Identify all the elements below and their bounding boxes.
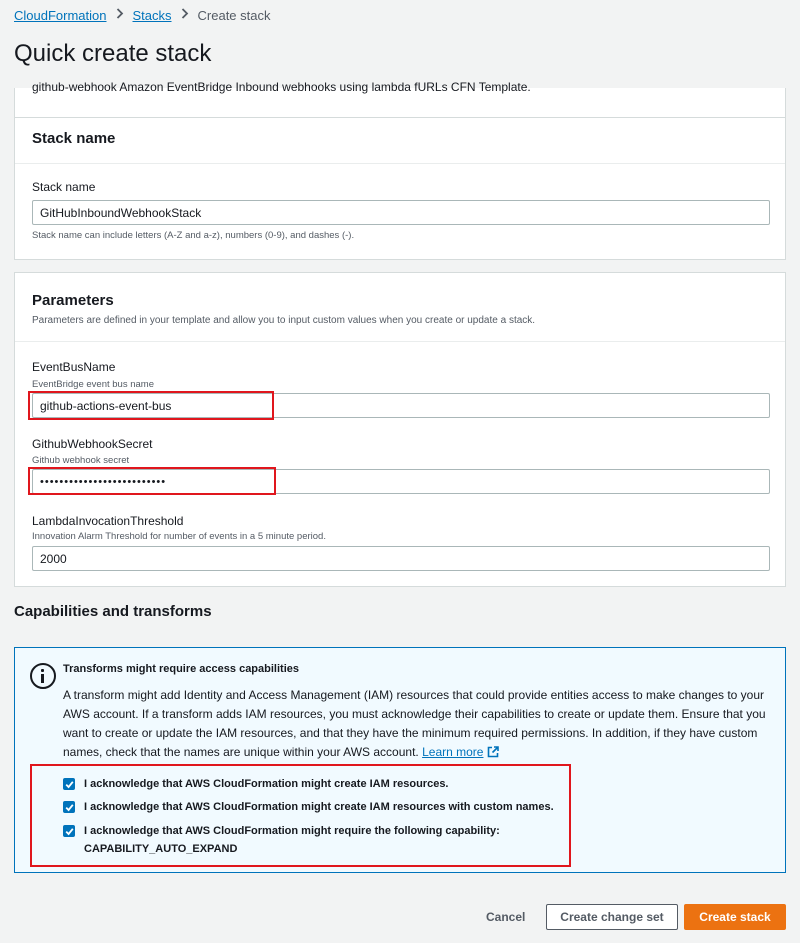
event-bus-name-input[interactable]: github-actions-event-bus bbox=[32, 393, 770, 418]
stack-name-hint: Stack name can include letters (A-Z and a-z), numbers (0-9), and dashes (-). bbox=[32, 230, 355, 241]
lambda-invocation-threshold-input[interactable]: 2000 bbox=[32, 546, 770, 571]
github-webhook-secret-input[interactable]: •••••••••••••••••••••••••• bbox=[32, 469, 770, 494]
parameters-card bbox=[14, 272, 786, 587]
github-webhook-secret-label: GithubWebhookSecret bbox=[32, 437, 153, 451]
learn-more-link[interactable]: Learn more bbox=[422, 745, 499, 759]
stack-name-section-title: Stack name bbox=[32, 130, 116, 147]
lambda-invocation-threshold-description: Innovation Alarm Threshold for number of events in a 5 minute period. bbox=[32, 531, 326, 542]
stack-name-label: Stack name bbox=[32, 180, 96, 194]
highlight-event-bus-name bbox=[28, 391, 274, 420]
parameters-description: Parameters are defined in your template and allow you to input custom values when you create or update a stack. bbox=[32, 315, 536, 326]
create-change-set-button[interactable]: Create change set bbox=[546, 904, 678, 930]
breadcrumb-cloudformation-link[interactable]: CloudFormation bbox=[14, 8, 107, 23]
highlight-webhook-secret bbox=[28, 467, 276, 495]
page-title: Quick create stack bbox=[14, 40, 212, 67]
event-bus-name-description: EventBridge event bus name bbox=[32, 379, 154, 390]
event-bus-name-label: EventBusName bbox=[32, 360, 116, 374]
capabilities-title: Capabilities and transforms bbox=[14, 603, 212, 620]
breadcrumb-stacks-link[interactable]: Stacks bbox=[132, 8, 172, 23]
info-body-text: A transform might add Identity and Access Management (IAM) resources that could provide entities access to make changes to your AWS account. If a transform adds IAM resources, you must acknowledge their capabilities to create or update them. Ensure that you want to create or update the IAM resources, and that they have the minimum required permissions. In addition, if they have custom names, check that the names are unique within your AWS account. bbox=[63, 688, 766, 759]
highlight-acknowledgements bbox=[30, 764, 571, 867]
ack-iam-resources-label: I acknowledge that AWS CloudFormation might create IAM resources. bbox=[84, 778, 449, 790]
cancel-button[interactable]: Cancel bbox=[486, 910, 526, 924]
breadcrumb bbox=[14, 8, 271, 23]
github-webhook-secret-description: Github webhook secret bbox=[32, 455, 130, 466]
capability-name: CAPABILITY_AUTO_EXPAND bbox=[84, 843, 238, 855]
stack-name-input[interactable]: GitHubInboundWebhookStack bbox=[32, 200, 770, 225]
template-description: github-webhook Amazon EventBridge Inbound webhooks using lambda fURLs CFN Template. bbox=[32, 80, 531, 94]
parameters-title: Parameters bbox=[32, 292, 114, 309]
info-icon bbox=[30, 663, 56, 689]
lambda-invocation-threshold-label: LambdaInvocationThreshold bbox=[32, 514, 184, 528]
stack-name-card bbox=[14, 80, 786, 260]
breadcrumb-current: Create stack bbox=[197, 8, 271, 23]
info-body bbox=[63, 686, 775, 764]
divider bbox=[15, 163, 785, 164]
external-link-icon bbox=[487, 745, 499, 764]
chevron-right-icon bbox=[116, 8, 124, 22]
ack-iam-custom-names-label: I acknowledge that AWS CloudFormation might create IAM resources with custom names. bbox=[84, 801, 554, 813]
create-stack-button[interactable]: Create stack bbox=[684, 904, 786, 930]
chevron-right-icon bbox=[181, 8, 189, 22]
info-heading: Transforms might require access capabilities bbox=[63, 663, 299, 675]
divider bbox=[15, 117, 785, 118]
divider bbox=[15, 341, 785, 342]
ack-capability-auto-expand-label: I acknowledge that AWS CloudFormation might require the following capability: CAPABILITY_AUTO_EXPAND bbox=[84, 825, 500, 855]
